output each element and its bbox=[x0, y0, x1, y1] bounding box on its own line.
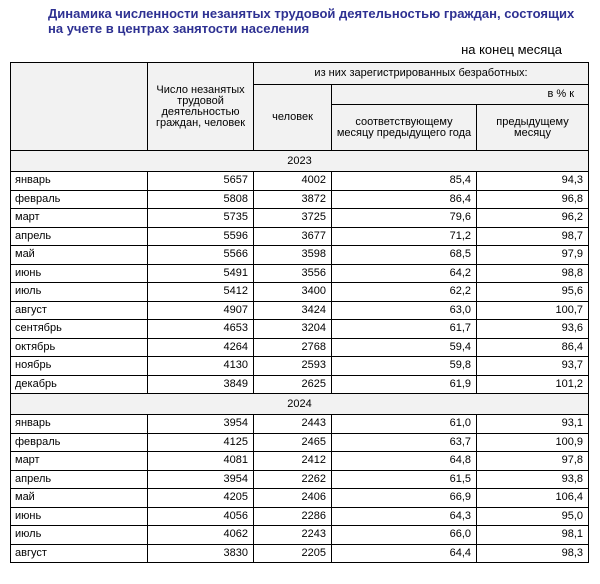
pct-year-cell: 61,5 bbox=[332, 470, 477, 489]
pct-month-cell: 96,2 bbox=[477, 209, 589, 228]
month-cell: июль bbox=[11, 283, 148, 302]
header-total: Число незанятых трудовой деятельностью граждан, человек bbox=[148, 63, 254, 151]
pct-year-cell: 64,4 bbox=[332, 544, 477, 563]
total-cell: 4062 bbox=[148, 526, 254, 545]
total-cell: 4081 bbox=[148, 452, 254, 471]
unemployed-cell: 3424 bbox=[254, 301, 332, 320]
header-prev-month: предыдущему месяцу bbox=[477, 105, 589, 151]
header-prev-year: соответствующему месяцу предыдущего года bbox=[332, 105, 477, 151]
pct-month-cell: 94,3 bbox=[477, 172, 589, 191]
table-row bbox=[11, 415, 589, 434]
table-row bbox=[11, 320, 589, 339]
pct-year-cell: 79,6 bbox=[332, 209, 477, 228]
table-row bbox=[11, 264, 589, 283]
pct-month-cell: 98,1 bbox=[477, 526, 589, 545]
total-cell: 5735 bbox=[148, 209, 254, 228]
pct-year-cell: 61,7 bbox=[332, 320, 477, 339]
month-cell: март bbox=[11, 452, 148, 471]
pct-month-cell: 97,9 bbox=[477, 246, 589, 265]
pct-year-cell: 64,2 bbox=[332, 264, 477, 283]
unemployed-cell: 2593 bbox=[254, 357, 332, 376]
unemployed-cell: 2262 bbox=[254, 470, 332, 489]
month-cell: август bbox=[11, 301, 148, 320]
total-cell: 4056 bbox=[148, 507, 254, 526]
total-cell: 4205 bbox=[148, 489, 254, 508]
pct-month-cell: 97,8 bbox=[477, 452, 589, 471]
pct-year-cell: 66,0 bbox=[332, 526, 477, 545]
pct-month-cell: 86,4 bbox=[477, 338, 589, 357]
table-row bbox=[11, 544, 589, 563]
unemployed-cell: 3598 bbox=[254, 246, 332, 265]
total-cell: 4907 bbox=[148, 301, 254, 320]
unemployed-cell: 3204 bbox=[254, 320, 332, 339]
total-cell: 5596 bbox=[148, 227, 254, 246]
pct-month-cell: 95,0 bbox=[477, 507, 589, 526]
table-row bbox=[11, 246, 589, 265]
unemployed-cell: 2243 bbox=[254, 526, 332, 545]
unit-note: на конец месяца bbox=[461, 42, 562, 57]
month-cell: декабрь bbox=[11, 375, 148, 394]
unemployed-cell: 2406 bbox=[254, 489, 332, 508]
unemployed-cell: 3556 bbox=[254, 264, 332, 283]
unemployed-cell: 3725 bbox=[254, 209, 332, 228]
total-cell: 5491 bbox=[148, 264, 254, 283]
pct-year-cell: 85,4 bbox=[332, 172, 477, 191]
month-cell: март bbox=[11, 209, 148, 228]
month-cell: июнь bbox=[11, 507, 148, 526]
total-cell: 4264 bbox=[148, 338, 254, 357]
unemployed-cell: 4002 bbox=[254, 172, 332, 191]
pct-year-cell: 68,5 bbox=[332, 246, 477, 265]
pct-year-cell: 71,2 bbox=[332, 227, 477, 246]
table-row bbox=[11, 526, 589, 545]
table-row bbox=[11, 357, 589, 376]
year-row bbox=[11, 394, 589, 415]
pct-month-cell: 98,3 bbox=[477, 544, 589, 563]
unemployed-cell: 2625 bbox=[254, 375, 332, 394]
table-row bbox=[11, 507, 589, 526]
table-row bbox=[11, 375, 589, 394]
pct-year-cell: 64,3 bbox=[332, 507, 477, 526]
month-cell: февраль bbox=[11, 190, 148, 209]
total-cell: 5808 bbox=[148, 190, 254, 209]
table-row bbox=[11, 338, 589, 357]
pct-year-cell: 61,9 bbox=[332, 375, 477, 394]
pct-month-cell: 93,1 bbox=[477, 415, 589, 434]
total-cell: 3849 bbox=[148, 375, 254, 394]
unemployed-cell: 2286 bbox=[254, 507, 332, 526]
year-row bbox=[11, 151, 589, 172]
unemployed-cell: 3872 bbox=[254, 190, 332, 209]
table-row bbox=[11, 172, 589, 191]
total-cell: 3954 bbox=[148, 470, 254, 489]
table-row bbox=[11, 227, 589, 246]
month-cell: октябрь bbox=[11, 338, 148, 357]
month-cell: январь bbox=[11, 415, 148, 434]
total-cell: 5657 bbox=[148, 172, 254, 191]
header-blank bbox=[11, 63, 148, 151]
pct-year-cell: 62,2 bbox=[332, 283, 477, 302]
total-cell: 5566 bbox=[148, 246, 254, 265]
unemployed-cell: 2205 bbox=[254, 544, 332, 563]
month-cell: август bbox=[11, 544, 148, 563]
header-unemployed-group: из них зарегистрированных безработных: bbox=[254, 63, 589, 85]
pct-month-cell: 96,8 bbox=[477, 190, 589, 209]
month-cell: январь bbox=[11, 172, 148, 191]
pct-month-cell: 93,6 bbox=[477, 320, 589, 339]
header-percent-group: в % к bbox=[332, 85, 589, 105]
month-cell: май bbox=[11, 489, 148, 508]
month-cell: июнь bbox=[11, 264, 148, 283]
total-cell: 3954 bbox=[148, 415, 254, 434]
table-row bbox=[11, 209, 589, 228]
pct-month-cell: 100,7 bbox=[477, 301, 589, 320]
table-row bbox=[11, 452, 589, 471]
table-body bbox=[11, 151, 589, 563]
pct-month-cell: 98,7 bbox=[477, 227, 589, 246]
table-row bbox=[11, 470, 589, 489]
total-cell: 3830 bbox=[148, 544, 254, 563]
month-cell: сентябрь bbox=[11, 320, 148, 339]
month-cell: апрель bbox=[11, 470, 148, 489]
table-row bbox=[11, 489, 589, 508]
year-label: 2024 bbox=[11, 394, 589, 415]
header-people: человек bbox=[254, 85, 332, 151]
pct-year-cell: 86,4 bbox=[332, 190, 477, 209]
pct-month-cell: 106,4 bbox=[477, 489, 589, 508]
table-row bbox=[11, 301, 589, 320]
month-cell: май bbox=[11, 246, 148, 265]
pct-year-cell: 64,8 bbox=[332, 452, 477, 471]
total-cell: 5412 bbox=[148, 283, 254, 302]
table-row bbox=[11, 283, 589, 302]
unemployed-cell: 2443 bbox=[254, 415, 332, 434]
month-cell: апрель bbox=[11, 227, 148, 246]
pct-month-cell: 100,9 bbox=[477, 433, 589, 452]
unemployed-cell: 3400 bbox=[254, 283, 332, 302]
pct-month-cell: 93,8 bbox=[477, 470, 589, 489]
pct-year-cell: 59,4 bbox=[332, 338, 477, 357]
pct-year-cell: 66,9 bbox=[332, 489, 477, 508]
pct-year-cell: 63,7 bbox=[332, 433, 477, 452]
unemployed-cell: 2412 bbox=[254, 452, 332, 471]
total-cell: 4653 bbox=[148, 320, 254, 339]
pct-month-cell: 95,6 bbox=[477, 283, 589, 302]
unemployed-cell: 2768 bbox=[254, 338, 332, 357]
unemployment-table bbox=[10, 62, 589, 563]
total-cell: 4130 bbox=[148, 357, 254, 376]
pct-year-cell: 61,0 bbox=[332, 415, 477, 434]
total-cell: 4125 bbox=[148, 433, 254, 452]
pct-month-cell: 93,7 bbox=[477, 357, 589, 376]
unemployed-cell: 3677 bbox=[254, 227, 332, 246]
pct-year-cell: 63,0 bbox=[332, 301, 477, 320]
pct-month-cell: 101,2 bbox=[477, 375, 589, 394]
table-row bbox=[11, 433, 589, 452]
pct-month-cell: 98,8 bbox=[477, 264, 589, 283]
table-row bbox=[11, 190, 589, 209]
unemployed-cell: 2465 bbox=[254, 433, 332, 452]
page-title: Динамика численности незанятых трудовой деятельностью граждан, состоящих на учете в центрах занятости населения bbox=[48, 6, 575, 36]
pct-year-cell: 59,8 bbox=[332, 357, 477, 376]
month-cell: ноябрь bbox=[11, 357, 148, 376]
month-cell: июль bbox=[11, 526, 148, 545]
year-label: 2023 bbox=[11, 151, 589, 172]
month-cell: февраль bbox=[11, 433, 148, 452]
